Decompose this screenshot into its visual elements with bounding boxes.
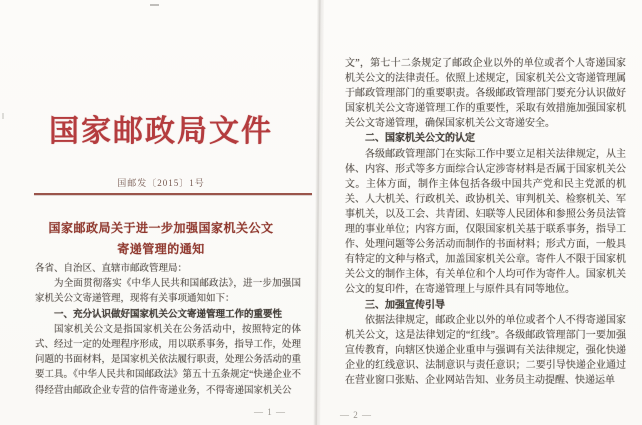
section-3-paragraph: 依据法律规定，邮政企业以外的单位或者个人不得寄递国家机关公文，这是法律划定的“红线”。各级邮政管理部门一要加强宣传教育，向辖区快递企业重申与强调有关法律规定，强化快递企业的红线意识、法制意识与责任意识；二要引导快递企业通过在营业窗口张贴、企业网站告知、业务员主动提醒、快递运单 <box>345 314 626 386</box>
notice-title-line-2: 寄递管理的通知 <box>117 242 205 256</box>
scan-artifact-mark <box>2 113 4 119</box>
section-2-heading: 二、国家机关公文的认定 <box>365 133 475 145</box>
continuation-paragraph: 文”，第七十二条规定了邮政企业以外的单位或者个人寄递国家机关公文的法律责任。依照上述规定，国家机关公文寄递管理属于邮政管理部门的重要职责。各级邮政管理部门要充分认识做好国家机关公文寄递管理工作的重要性，采取有效措施加强国家机关公文寄递管理，确保国家机关公文寄递安全。 <box>345 58 626 130</box>
intro-paragraph: 为全面贯彻落实《中华人民共和国邮政法》，进一步加强国家机关公文寄递管理，现将有关事项通知如下： <box>35 279 301 305</box>
letterhead-divider-rule <box>34 193 312 195</box>
salutation-line: 各省、自治区、直辖市邮政管理局： <box>35 264 188 274</box>
page-1-body <box>35 262 301 399</box>
page-1-number: — 1 — <box>254 407 286 417</box>
page-2-number: — 2 — <box>340 410 372 420</box>
notice-title-line-1: 国家邮政局关于进一步加强国家机关公文 <box>48 221 274 235</box>
section-3-heading: 三、加强宣传引导 <box>365 299 445 311</box>
section-2-paragraph: 各级邮政管理部门在实际工作中要立足相关法律规定，从主体、内容、形式等多方面综合认定涉寄材料是否属于国家机关公文。主体方面，制作主体包括各级中国共产党和民主党派的机关、人大机关、行政机关、政协机关、审判机关、检察机关、军事机关，以及工会、共青团、妇联等人民团体和参照公务员法管理的事业单位；内容方面，仅限国家机关基于联系事务，指导工作、处理问题等公务活动而制作的书面材料；形式方面，一般具有特定的文种与格式，加盖国家机关公章。寄件人不限于国家机关公文的制作主体，有关单位和个人均可作为寄件人。国家机关公文的复印件，在寄递管理上与原件具有同等地位。 <box>345 148 626 296</box>
page-2 <box>322 0 642 425</box>
section-1-heading: 一、充分认识做好国家机关公文寄递管理工作的重要性 <box>54 309 283 320</box>
letterhead-title: 国家邮政局文件 <box>49 115 273 148</box>
page-1 <box>6 0 316 425</box>
page-2-body <box>345 56 626 388</box>
section-1-paragraph: 国家机关公文是指国家机关在公务活动中，按照特定的体式、经过一定的处理程序形成，用以联系事务，指导工作，处理问题的书面材料，是国家机关依法履行职责，处理公务活动的重要工具。《中华人民共和国邮政法》第五十五条规定“快递企业不得经营由邮政企业专营的信件寄递业务，不得寄递国家机关公 <box>35 324 302 396</box>
notice-title <box>6 218 316 260</box>
document-number: 国邮发〔2015〕1号 <box>117 178 205 188</box>
